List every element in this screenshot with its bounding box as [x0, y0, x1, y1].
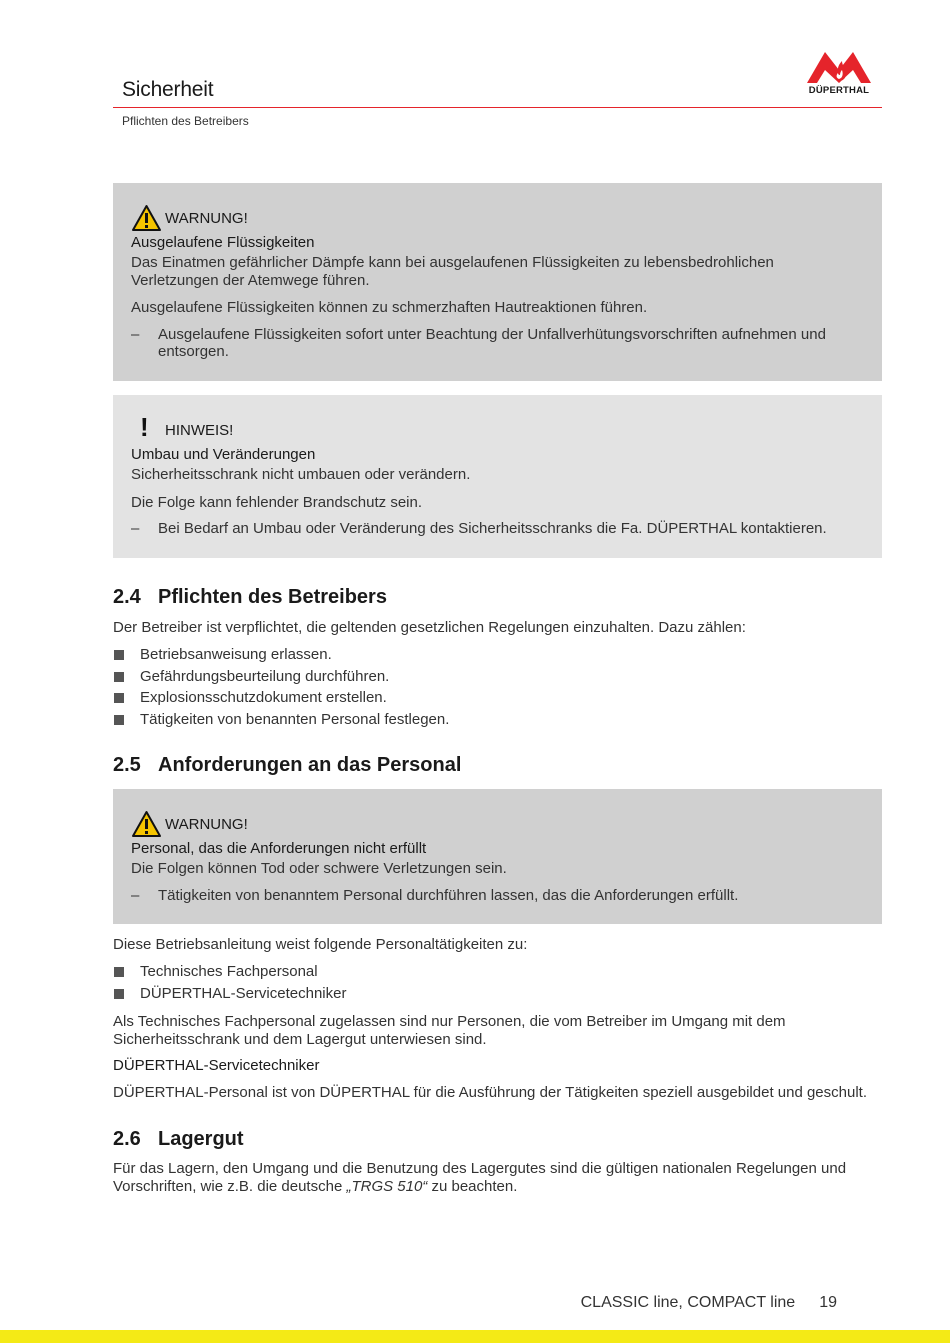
warning-triangle-icon	[131, 810, 162, 838]
section-number: 2.4	[113, 586, 141, 608]
section-title: Lagergut	[158, 1128, 244, 1150]
notice-heading: Umbau und Veränderungen	[131, 446, 316, 463]
section-number: 2.6	[113, 1128, 141, 1150]
signal-word: WARNUNG!	[165, 816, 248, 833]
bullet-square-icon	[114, 693, 124, 703]
page-footer	[581, 1294, 837, 1312]
notice-action-text: Bei Bedarf an Umbau oder Veränderung des Sicherheitsschranks die Fa. DÜPERTHAL kontaktieren.	[158, 520, 827, 537]
signal-word-row	[131, 201, 864, 229]
warning-action-text: Ausgelaufene Flüssigkeiten sofort unter Beachtung der Unfallverhütungsvorschriften aufnehmen und entsorgen.	[158, 325, 826, 360]
operator-duties-list	[113, 644, 882, 730]
bullet-square-icon	[114, 715, 124, 725]
list-item: Tätigkeiten von benannten Personal festlegen.	[113, 709, 882, 731]
section-title: Pflichten des Betreibers	[158, 586, 387, 608]
exclamation-icon: !	[140, 412, 149, 442]
warning-box-liquids	[113, 183, 882, 381]
section-number: 2.5	[113, 754, 141, 776]
signal-word-row	[131, 807, 864, 835]
signal-word-row	[131, 413, 864, 441]
signal-word: WARNUNG!	[165, 210, 248, 227]
dash-marker: –	[131, 886, 140, 904]
warning-action	[131, 326, 864, 361]
warning-heading: Ausgelaufene Flüssigkeiten	[131, 234, 315, 251]
bullet-square-icon	[114, 967, 124, 977]
list-item: DÜPERTHAL-Servicetechniker	[113, 983, 882, 1005]
warning-text: Das Einatmen gefährlicher Dämpfe kann bei ausgelaufenen Flüssigkeiten zu lebensbedrohlichen Verletzungen der Atemwege führen.	[131, 254, 774, 289]
page-number: 19	[819, 1294, 837, 1311]
dash-marker: –	[131, 520, 140, 537]
bullet-square-icon	[114, 650, 124, 660]
warning-triangle-icon	[131, 204, 162, 232]
bullet-square-icon	[114, 672, 124, 682]
list-item: Betriebsanweisung erlassen.	[113, 644, 882, 666]
section-heading-2-6	[113, 1128, 244, 1151]
warning-text: Die Folgen können Tod oder schwere Verletzungen sein.	[131, 860, 507, 877]
list-item: Explosionsschutzdokument erstellen.	[113, 687, 882, 709]
warning-text: Ausgelaufene Flüssigkeiten können zu schmerzhaften Hautreaktionen führen.	[131, 299, 648, 316]
warning-action	[131, 887, 864, 905]
list-item: Technisches Fachpersonal	[113, 961, 882, 983]
signal-word: HINWEIS!	[165, 422, 234, 439]
header-divider	[113, 107, 882, 108]
notice-text: Die Folge kann fehlender Brandschutz sein.	[131, 493, 423, 511]
notice-text: Sicherheitsschrank nicht umbauen oder verändern.	[131, 466, 471, 483]
warning-heading: Personal, das die Anforderungen nicht erfüllt	[131, 840, 427, 857]
footer-color-bar	[0, 1330, 950, 1343]
notice-action	[131, 520, 864, 538]
warning-box-personnel	[113, 789, 882, 924]
fachpersonal-description: Als Technisches Fachpersonal zugelassen sind nur Personen, die vom Betreiber im Umgang mit dem Sicherheitsschrank und dem Lagergut unterwiesen sind.	[113, 1013, 786, 1048]
servicetechniker-heading: DÜPERTHAL-Servicetechniker	[113, 1057, 320, 1074]
product-line: CLASSIC line, COMPACT line	[580, 1294, 796, 1311]
lagergut-description: Für das Lagern, den Umgang und die Benutzung des Lagergutes sind die gültigen nationalen Regelungen und Vorschriften, wie z.B. die deutsche „TRGS 510“ zu beachten.	[113, 1160, 847, 1195]
page-subsection-title: Pflichten des Betreibers	[122, 114, 249, 128]
section-title: Anforderungen an das Personal	[158, 754, 462, 776]
dash-marker: –	[131, 325, 140, 343]
brand-logo	[803, 50, 875, 100]
brand-name: DÜPERTHAL	[808, 85, 870, 96]
section-intro: Der Betreiber ist verpflichtet, die geltenden gesetzlichen Regelungen einzuhalten. Dazu zählen:	[113, 619, 746, 636]
section-intro: Diese Betriebsanleitung weist folgende Personaltätigkeiten zu:	[113, 936, 528, 953]
bullet-square-icon	[114, 989, 124, 999]
section-heading-2-5	[113, 754, 461, 777]
flame-roof-icon	[803, 50, 875, 84]
warning-action-text: Tätigkeiten von benanntem Personal durchführen lassen, das die Anforderungen erfüllt.	[158, 886, 739, 904]
notice-box-modifications	[113, 395, 882, 558]
section-heading-2-4	[113, 586, 387, 609]
page-section-title: Sicherheit	[122, 78, 214, 101]
regulation-reference: „TRGS 510“	[346, 1177, 428, 1195]
personnel-list	[113, 961, 882, 1004]
list-item: Gefährdungsbeurteilung durchführen.	[113, 666, 882, 688]
servicetechniker-description: DÜPERTHAL-Personal ist von DÜPERTHAL für die Ausführung der Tätigkeiten speziell ausgebildet und geschult.	[113, 1084, 868, 1101]
